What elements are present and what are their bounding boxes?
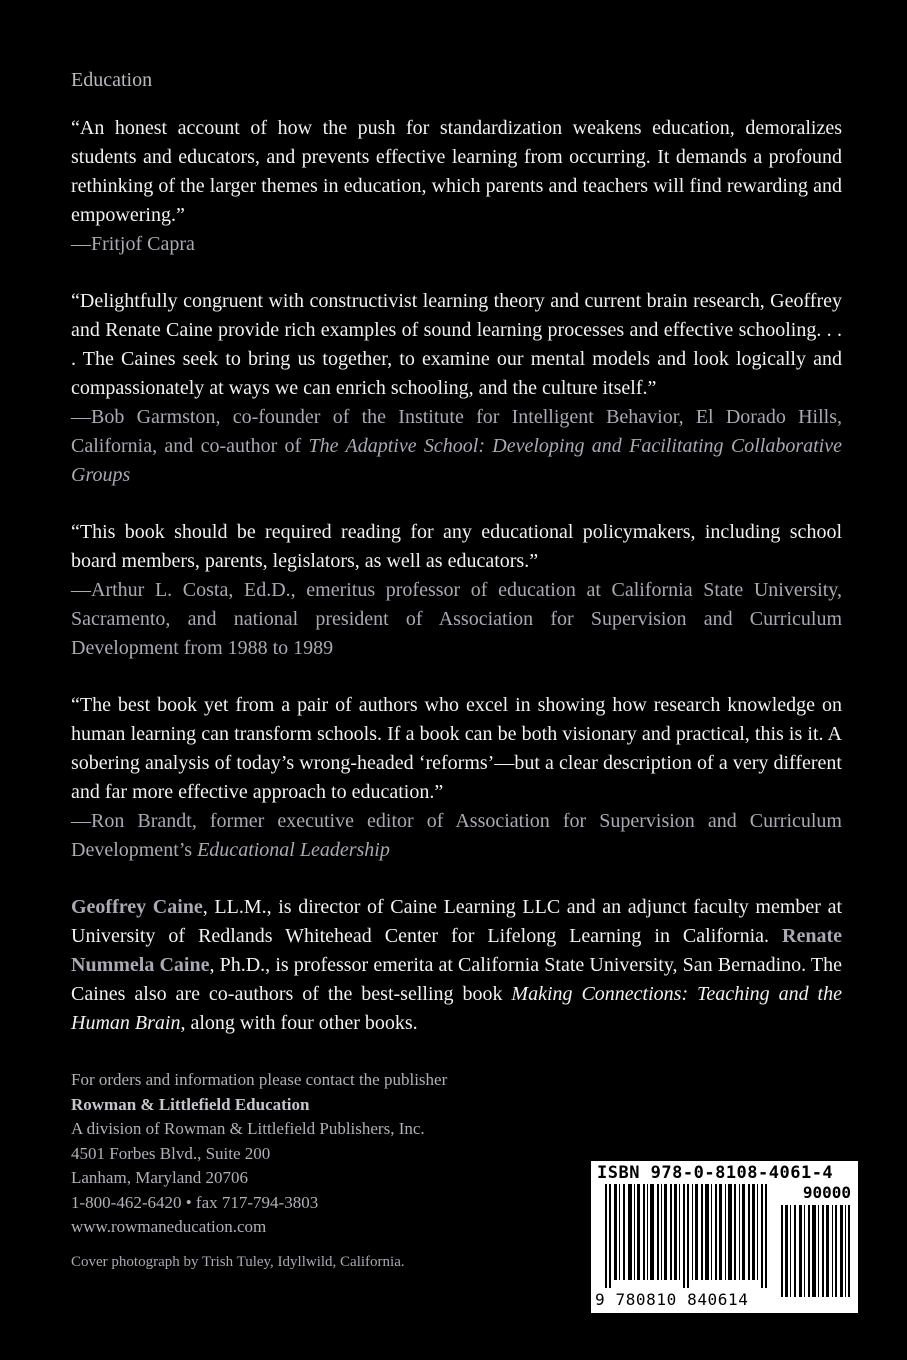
- publisher-name: Rowman & Littlefield Education: [71, 1094, 310, 1114]
- blurb-brandt: [71, 691, 842, 865]
- publisher-website: www.rowmaneducation.com: [71, 1217, 267, 1236]
- bio-text: , along with four other books.: [180, 1012, 418, 1034]
- blurb-attribution: —Fritjof Capra: [71, 233, 195, 255]
- bio-book-title: Making Connections: Teaching and the Human Brain: [71, 983, 842, 1034]
- author-name-renate: Renate Nummela Caine: [71, 925, 842, 976]
- author-bio: [71, 893, 842, 1038]
- category-label: Education: [71, 69, 153, 91]
- isbn-number: ISBN 978-0-8108-4061-4: [597, 1163, 834, 1183]
- blurb-attribution: [71, 807, 842, 865]
- publisher-address-line2: Lanham, Maryland 20706: [71, 1168, 249, 1187]
- back-cover-text: [71, 66, 842, 1271]
- blurb-attribution: [71, 403, 842, 490]
- blurb-attribution: —Arthur L. Costa, Ed.D., emeritus professor of education at California State University, Sacramento, and national president of Association for Supervision and Curriculum Development from 1988 to 1989: [71, 579, 842, 659]
- publisher-division: A division of Rowman & Littlefield Publishers, Inc.: [71, 1119, 425, 1138]
- blurb-quote: “Delightfully congruent with constructivist learning theory and current brain research, Geoffrey and Renate Caine provide rich examples of sound learning processes and effective schooling. . . . The Caines seek to bring us together, to examine our mental models and look logically and compassionately at ways we can enrich schooling, and the culture itself.”: [71, 290, 842, 399]
- attribution-book-title: The Adaptive School: Developing and Facilitating Collaborative Groups: [71, 435, 842, 486]
- blurb-quote: “An honest account of how the push for standardization weakens education, demoralizes students and educators, and prevents effective learning from occurring. It demands a profound rethinking of the larger themes in education, which parents and teachers will find rewarding and empowering.”: [71, 117, 842, 226]
- publisher-info: [71, 1068, 591, 1240]
- publisher-intro: For orders and information please contact the publisher: [71, 1070, 448, 1089]
- blurb-costa: [71, 518, 842, 663]
- publisher-phone: 1-800-462-6420 • fax 717-794-3803: [71, 1192, 319, 1212]
- bio-text: , LL.M., is director of Caine Learning LLC and an adjunct faculty member at University of Redlands Whitehead Center for Lifelong Learning in California.: [71, 896, 843, 947]
- attribution-book-title: Educational Leadership: [197, 839, 390, 861]
- publisher-address-line1: 4501 Forbes Blvd., Suite 200: [71, 1143, 271, 1163]
- barcode-addon-bars-icon: [781, 1205, 851, 1297]
- price-code: 90000: [802, 1183, 851, 1202]
- blurb-quote: “This book should be required reading for any educational policymakers, including school board members, parents, legislators, as well as educators.”: [71, 521, 842, 572]
- blurb-quote: “The best book yet from a pair of authors who excel in showing how research knowledge on human learning can transform schools. If a book can be both visionary and practical, this is it. A sobering analysis of today’s wrong-headed ‘reforms’—but a clear description of a very different and far more effective approach to education.”: [71, 694, 842, 803]
- ean-number: 9 780810 840614: [595, 1290, 749, 1309]
- barcode-bars-icon: [605, 1184, 769, 1288]
- cover-photo-credit: Cover photograph by Trish Tuley, Idyllwild, California.: [71, 1253, 405, 1270]
- blurb-garmston: [71, 287, 842, 490]
- attribution-text: —Bob Garmston, co-founder of the Institute for Intelligent Behavior, El Dorado Hills, California, and co-author of: [71, 406, 842, 457]
- attribution-text: —Ron Brandt, former executive editor of Association for Supervision and Curriculum Development’s: [71, 810, 842, 861]
- blurb-capra: [71, 114, 842, 259]
- isbn-barcode: [591, 1161, 858, 1313]
- bio-text: , Ph.D., is professor emerita at California State University, San Bernadino. The Caines also are co-authors of the best-selling book: [71, 954, 842, 1005]
- author-name-geoffrey: Geoffrey Caine: [71, 896, 203, 918]
